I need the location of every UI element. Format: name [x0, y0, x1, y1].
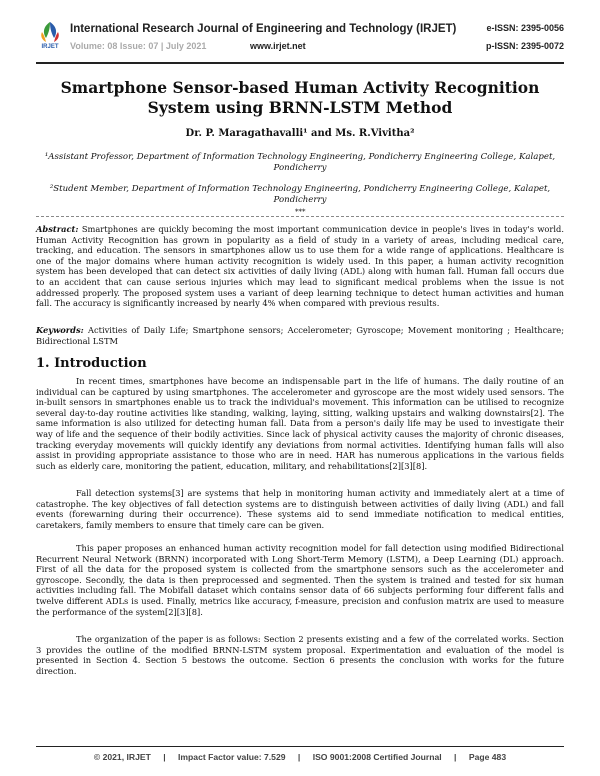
page-header — [36, 20, 564, 60]
footer-page-number: Page 483 — [468, 752, 507, 762]
footer-divider-3: | — [454, 752, 457, 762]
affiliation-1: ¹Assistant Professor, Department of Information Technology Engineering, Pondicherry Engineering College, Kalapet, Pondicherry — [44, 152, 556, 173]
separator-stars: *** — [295, 208, 306, 216]
keywords — [36, 325, 564, 346]
intro-paragraph-4: The organization of the paper is as follows: Section 2 presents existing and a few of the correlated works. Section 3 provides the outline of the modified BRNN-LSTM system proposal. Experimentation and evaluation of the model is presented in Section 4. Section 5 bestows the outcome. Section 6 presents the conclusion with works for the future direction. — [36, 634, 564, 676]
journal-website[interactable]: www.irjet.net — [250, 41, 306, 51]
abstract — [36, 224, 564, 309]
paper-authors: Dr. P. Maragathavalli¹ and Ms. R.Vivitha² — [185, 128, 415, 139]
irjet-logo — [36, 20, 64, 54]
abstract-label: Abstract: — [36, 224, 79, 234]
footer-impact-factor: Impact Factor value: 7.529 — [178, 752, 286, 762]
affiliation-2: ²Student Member, Department of Information Technology Engineering, Pondicherry Engineering College, Kalapet, Pondicherry — [49, 184, 551, 205]
intro-paragraph-2: Fall detection systems[3] are systems that help in monitoring human activity and immediately alert at a time of catastrophe. The key objectives of fall detection systems are to distinguish between activities of daily living (ADL) and fall events (forewarning during their occurrence). These systems aid to send immediate notification to medical entities, caretakers, family members to ensure that timely care can be given. — [36, 488, 564, 530]
footer-copyright: © 2021, IRJET — [93, 752, 151, 762]
p-issn: p-ISSN: 2395-0072 — [485, 41, 564, 51]
journal-title: International Research Journal of Engineering and Technology (IRJET) — [70, 23, 457, 35]
footer-divider-2: | — [297, 752, 301, 762]
e-issn: e-ISSN: 2395-0056 — [486, 23, 564, 33]
abstract-text: Smartphones are quickly becoming the most important communication device in people's lives in today's world. Human Activity Recognition has grown in popularity as a field of study in a variety of areas, including medical care, tracking, and education. The sensors in smartphones allow us to use them for a wide range of applications. Healthcare is one of the major domains where human activity recognition is widely used. In this paper, a human activity recognition system has been developed that can detect six activities of daily living (ADL) along with human fall. Human fall occurs due to an accident that can cause serious injuries which may lead to significant medical problems when the issue is not addressed properly. The proposed system uses a variant of deep learning technique to detect human activities and human fall. The accuracy is significantly increased by nearly 4% when compared with previous results. — [36, 224, 564, 309]
section-heading-introduction: 1. Introduction — [36, 356, 147, 371]
intro-paragraph-1: In recent times, smartphones have become an indispensable part in the life of humans. The daily routine of an individual can be captured by using smartphones. The accelerometer and gyroscope are the most widely used sensors. The in-built sensors in smartphones enable us to track the individual's movement. This information can be utilised to recognize several day-to-day routine activities like standing, walking, laying, sitting, walking upstairs and walking downstairs[2]. The same information is also utilized for detecting human fall. Data from a person's daily life may be used to investigate their way of life and the sequence of their bodily activities. Since lack of physical activity causes the majority of chronic diseases, tracking everyday movements will quickly identify any deviations from normal activities. Identifying human falls will also assist in providing appropriate assistance to those who are in need. HAR has numerous applications in the various fields such as elderly care, monitoring the patient, education, military, and rehabilitations[2][3][8]. — [36, 376, 564, 471]
header-divider — [36, 62, 564, 64]
volume-issue: Volume: 08 Issue: 07 | July 2021 — [70, 41, 207, 51]
footer-divider-1: | — [163, 752, 166, 762]
logo-text: IRJET — [41, 44, 59, 50]
page-footer — [36, 752, 564, 762]
paper-title: Smartphone Sensor-based Human Activity Recognition System using BRNN-LSTM Method — [60, 78, 540, 117]
intro-paragraph-3: This paper proposes an enhanced human activity recognition model for fall detection using modified Bidirectional Recurrent Neural Network (BRNN) incorporated with Long Short-Term Memory (LSTM), a Deep Learning (DL) approach. First of all the data for the proposed system is collected from the smartphone sensors such as the accelerometer and gyroscope. Secondly, the data is then preprocessed and segmented. Then the system is trained and tested for six human activities including fall. The Mobifall dataset which contains sensor data of 66 subjects performing four different falls and twelve different ADLs is used. Finally, metrics like accuracy, f-measure, precision and confusion matrix are used to measure the performance of the system[2][3][8]. — [36, 543, 564, 617]
keywords-text: Activities of Daily Life; Smartphone sensors; Accelerometer; Gyroscope; Movement monitoring ; Healthcare; Bidirectional LSTM — [36, 325, 565, 346]
footer-divider — [36, 746, 564, 747]
footer-iso: ISO 9001:2008 Certified Journal — [312, 752, 442, 762]
keywords-label: Keywords: — [36, 325, 84, 335]
